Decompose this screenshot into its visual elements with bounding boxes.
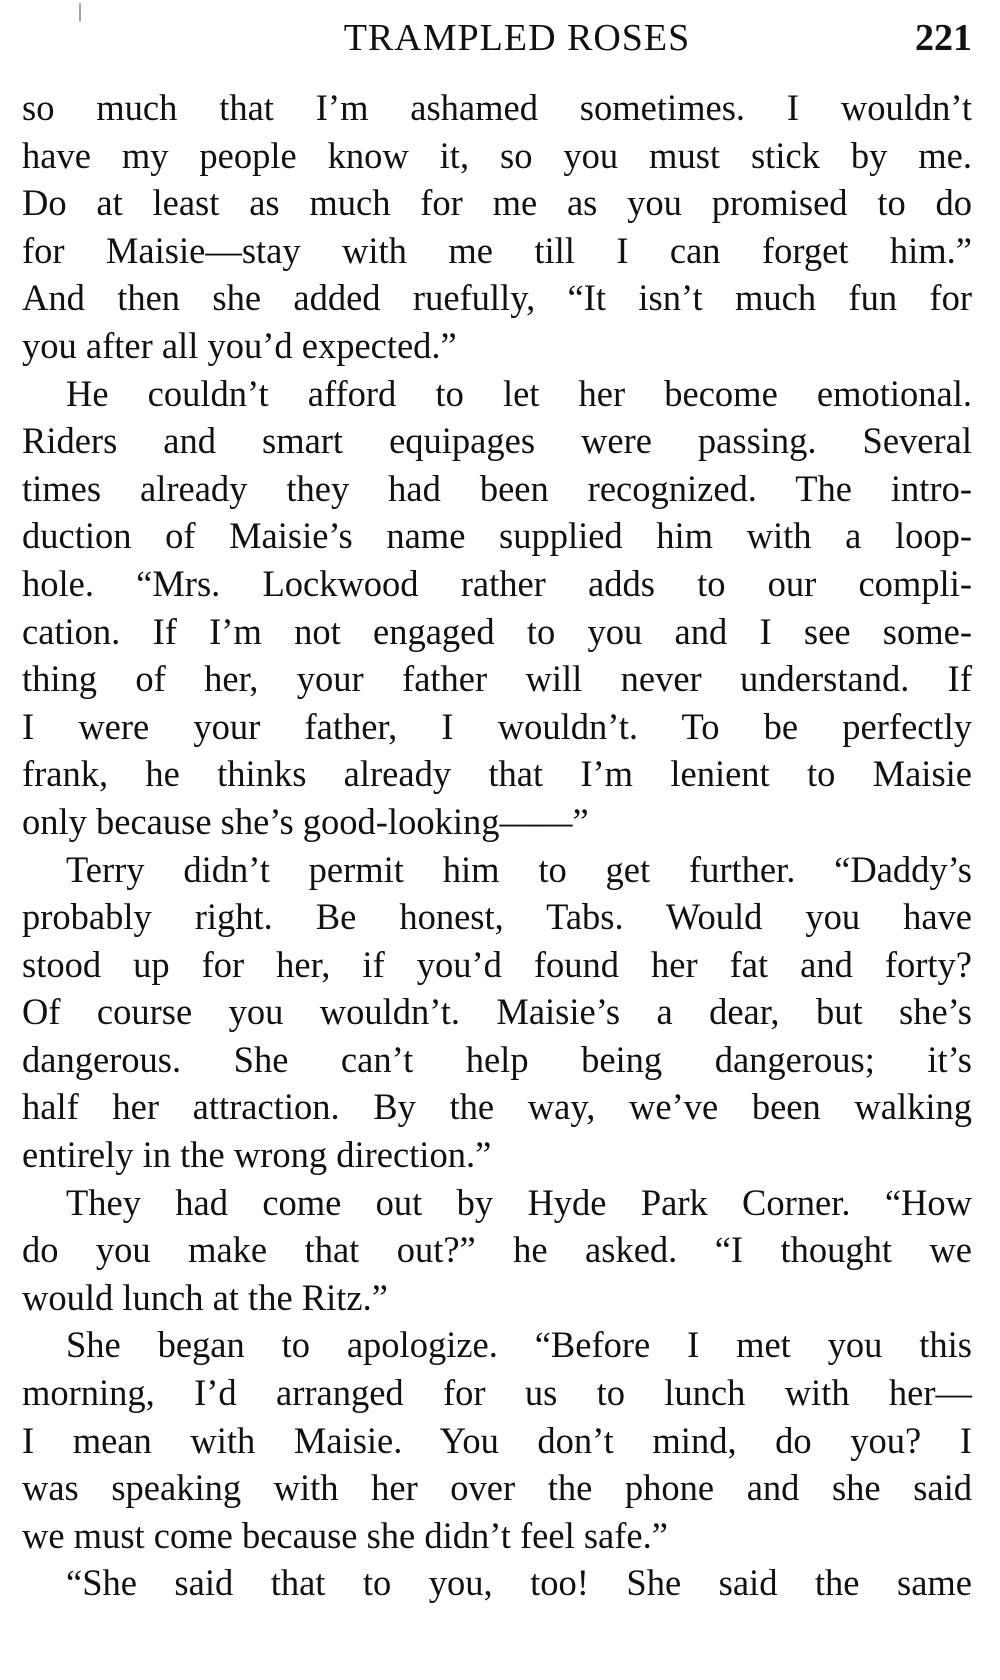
text-line: And then she added ruefully, “It isn’t much fun for [22, 277, 972, 319]
text-line: have my people know it, so you must stick by me. [22, 134, 972, 176]
text-line: Riders and smart equipages were passing. Several [22, 420, 972, 462]
text-line: would lunch at the Ritz.” [22, 1276, 388, 1318]
scan-speck: | [78, 0, 83, 22]
text-line: He couldn’t afford to let her become emotional. [66, 372, 972, 414]
text-line: you after all you’d expected.” [22, 324, 457, 366]
text-line: stood up for her, if you’d found her fat and forty? [22, 943, 972, 985]
paragraph [22, 1179, 972, 1322]
page-number: 221 [915, 17, 972, 59]
text-line: thing of her, your father will never understand. If [22, 658, 972, 700]
text-line: for Maisie—stay with me till I can forget him.” [22, 229, 972, 271]
text-line: They had come out by Hyde Park Corner. “How [66, 1181, 972, 1223]
paragraph [22, 370, 972, 846]
text-line: duction of Maisie’s name supplied him with a loop- [22, 515, 972, 557]
text-line: entirely in the wrong direction.” [22, 1134, 492, 1176]
text-line: dangerous. She can’t help being dangerous; it’s [22, 1038, 972, 1080]
text-line: She began to apologize. “Before I met you this [66, 1324, 972, 1366]
text-line: morning, I’d arranged for us to lunch with her— [22, 1372, 972, 1414]
text-line: “She said that to you, too! She said the same [66, 1562, 972, 1604]
text-line: we must come because she didn’t feel safe.” [22, 1514, 668, 1556]
text-line: hole. “Mrs. Lockwood rather adds to our compli- [22, 562, 972, 604]
paragraph [22, 1559, 972, 1607]
text-line: times already they had been recognized. The intro- [22, 467, 972, 509]
text-line: I mean with Maisie. You don’t mind, do you? I [22, 1419, 972, 1461]
body-text [22, 84, 972, 1607]
text-line: was speaking with her over the phone and she said [22, 1467, 972, 1509]
text-line: half her attraction. By the way, we’ve been walking [22, 1086, 972, 1128]
text-line: Terry didn’t permit him to get further. “Daddy’s [66, 848, 972, 890]
page-header [22, 12, 972, 64]
text-line: cation. If I’m not engaged to you and I see some- [22, 610, 972, 652]
text-line: so much that I’m ashamed sometimes. I wouldn’t [22, 87, 972, 128]
text-line: Do at least as much for me as you promised to do [22, 182, 972, 224]
text-line: Of course you wouldn’t. Maisie’s a dear, but she’s [22, 991, 972, 1033]
text-line: frank, he thinks already that I’m lenient to Maisie [22, 753, 972, 795]
running-head: TRAMPLED ROSES [343, 17, 691, 59]
text-line: do you make that out?” he asked. “I thought we [22, 1229, 972, 1271]
text-line: probably right. Be honest, Tabs. Would you have [22, 896, 972, 938]
paragraph [22, 1321, 972, 1559]
paragraph [22, 846, 972, 1179]
paragraph [22, 84, 972, 370]
text-line: only because she’s good-looking——” [22, 800, 589, 842]
text-line: I were your father, I wouldn’t. To be perfectly [22, 705, 972, 747]
